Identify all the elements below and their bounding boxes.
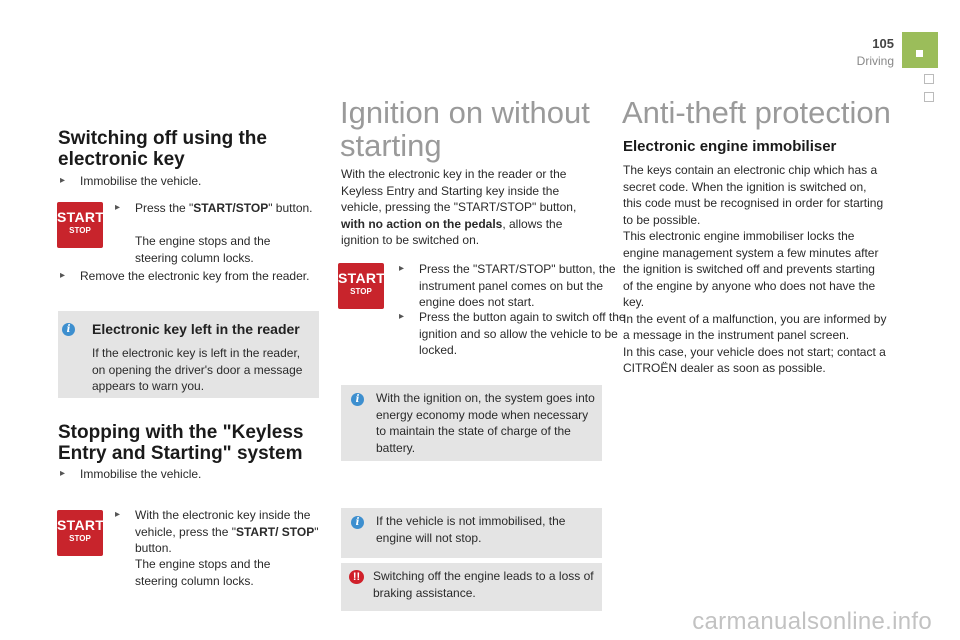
heading-anti-theft: Anti-theft protection	[622, 95, 891, 130]
tab-box-icon	[924, 92, 934, 102]
start-stop-button-icon: START STOP	[338, 263, 384, 309]
subheading-immobiliser: Electronic engine immobiliser	[623, 138, 837, 155]
info-energy-text: With the ignition on, the system goes into energy economy mode when necessary to maintain the state of charge of the battery.	[376, 391, 595, 455]
engine-stops-text-2: The engine stops and the steering column locks.	[135, 557, 271, 588]
ignition-intro-text: With the electronic key in the reader or the Keyless Entry and Starting key inside the vehicle, pressing the "START/STOP" button, with no action on the pedals, allows the ignition to be switched on.	[341, 167, 577, 247]
info-box-text: If the electronic key is left in the reader, on opening the driver's door a message appears to warn you.	[92, 346, 303, 393]
tab-box-icon	[924, 74, 934, 84]
info-box-title: Electronic key left in the reader	[92, 321, 300, 337]
start-stop-button-icon: START STOP	[57, 510, 103, 556]
bullet-press-instrument: ▸ Press the "START/STOP" button, the instrument panel comes on but the engine does not start.	[397, 261, 627, 311]
info-box-energy	[341, 385, 602, 461]
info-icon: i	[351, 516, 364, 529]
info-not-immobilised-text: If the vehicle is not immobilised, the engine will not stop.	[376, 514, 566, 545]
info-icon: i	[351, 393, 364, 406]
bullet-immobilise-2: ▸ Immobilise the vehicle.	[58, 466, 340, 483]
heading-ignition-on: Ignition on without starting	[340, 95, 590, 163]
watermark: carmanualsonline.info	[692, 608, 932, 635]
immobiliser-para-2: This electronic engine immobiliser locks the engine management system a few minutes after the ignition is switched off and prevents starting of the engine by anyone who does not have the key.	[623, 229, 879, 309]
warning-icon: !!	[349, 570, 364, 584]
tab-marker-icon	[916, 50, 923, 57]
bullet-immobilise: ▸ Immobilise the vehicle.	[58, 173, 340, 190]
bullet-press-with-key: ▸ With the electronic key inside the vehicle, press the "START/ STOP" button.	[113, 507, 330, 557]
immobiliser-text	[623, 162, 888, 377]
immobiliser-para-4: In this case, your vehicle does not start; contact a CITROËN dealer as soon as possible.	[623, 344, 886, 375]
engine-stops-text: The engine stops and the steering column locks.	[135, 234, 271, 265]
heading-switching-off: Switching off using the electronic key	[58, 128, 267, 170]
section-tab	[902, 32, 938, 68]
start-stop-button-icon: START STOP	[57, 202, 103, 248]
bullet-press-again: ▸ Press the button again to switch off the ignition and so allow the vehicle to be locked.	[397, 309, 627, 359]
bullet-press-start-stop: ▸ Press the "START/STOP" button.	[113, 200, 320, 217]
info-box-not-immobilised	[341, 508, 602, 558]
page-number: 105	[872, 36, 894, 51]
bullet-remove-key: ▸ Remove the electronic key from the reader.	[58, 268, 350, 285]
warning-box-braking	[341, 563, 602, 611]
info-icon: i	[62, 323, 75, 336]
section-name: Driving	[856, 54, 894, 68]
warning-braking-text: Switching off the engine leads to a loss of braking assistance.	[373, 569, 594, 600]
immobiliser-para-3: In the event of a malfunction, you are informed by a message in the instrument panel screen.	[623, 311, 887, 342]
heading-stopping-keyless: Stopping with the "Keyless Entry and Starting" system	[58, 422, 304, 464]
immobiliser-para-1: The keys contain an electronic chip which has a secret code. When the ignition is switched on, this code must be recognised in order for starting to be possible.	[623, 163, 884, 227]
info-box-key-left	[58, 311, 319, 398]
